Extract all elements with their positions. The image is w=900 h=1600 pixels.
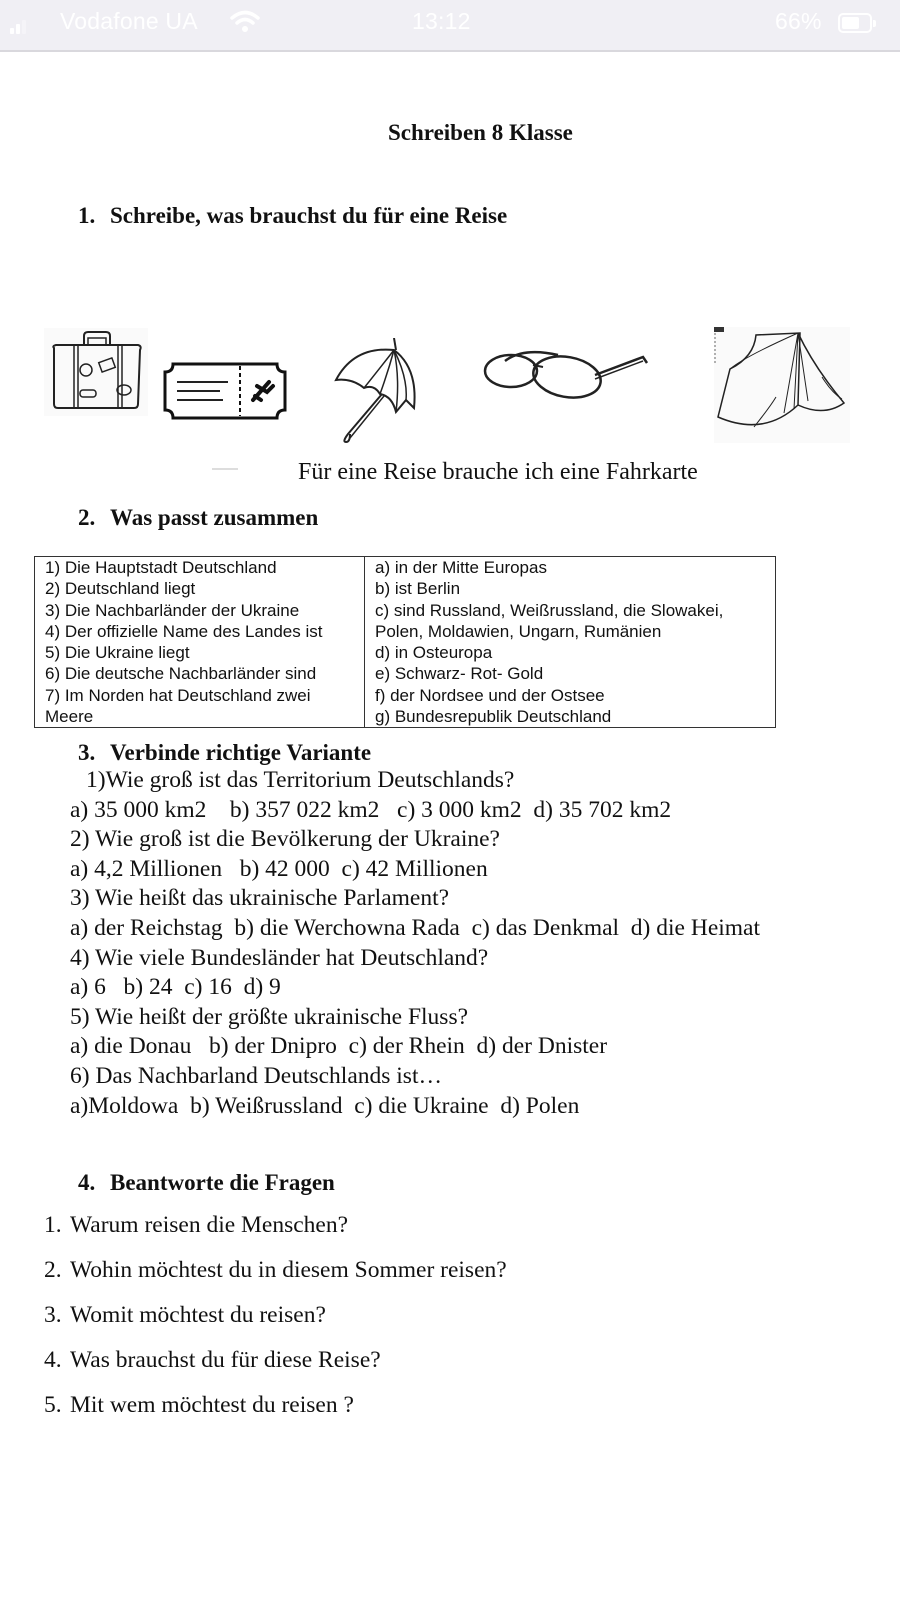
question-number: 3. xyxy=(44,1302,62,1328)
questions-list xyxy=(44,1210,507,1435)
matching-right-line: Polen, Moldawien, Ungarn, Rumänien xyxy=(375,621,662,641)
quiz-question: 6) Das Nachbarland Deutschlands ist… xyxy=(70,1062,442,1089)
quiz-options: a) die Donau b) der Dnipro c) der Rhein d) der Dnister xyxy=(70,1033,608,1060)
quiz-options: a)Moldowa b) Weißrussland c) die Ukraine d) Polen xyxy=(70,1092,580,1119)
battery-percent: 66% xyxy=(775,8,822,34)
matching-right-line: d) in Osteuropa xyxy=(375,643,493,663)
question-text: Warum reisen die Menschen? xyxy=(70,1212,349,1238)
carrier-name: Vodafone UA xyxy=(60,8,198,34)
quiz-question: 5) Wie heißt der größte ukrainische Fluss? xyxy=(70,1003,469,1030)
question-text: Wohin möchtest du in diesem Sommer reisen? xyxy=(70,1257,507,1283)
quiz-options: a) 4,2 Millionen b) 42 000 c) 42 Millionen xyxy=(70,855,488,882)
quiz-options: a) 35 000 km2 b) 357 022 km2 c) 3 000 km2 d) 35 702 km2 xyxy=(70,796,672,823)
section-heading-text: Schreibe, was brauchst du für eine Reise xyxy=(110,203,508,228)
section-heading-text: Verbinde richtige Variante xyxy=(110,740,372,765)
question-text: Womit möchtest du reisen? xyxy=(70,1302,326,1328)
status-bar xyxy=(0,0,900,52)
section-2-heading xyxy=(78,505,318,531)
tent-icon xyxy=(714,327,850,443)
matching-left-line: 5) Die Ukraine liegt xyxy=(45,643,190,663)
sunglasses-icon xyxy=(483,345,653,405)
quiz-options: a) der Reichstag b) die Werchowna Rada c) das Denkmal d) die Heimat xyxy=(70,914,761,941)
wifi-icon xyxy=(230,10,260,34)
section-number: 3. xyxy=(78,740,96,765)
question-item xyxy=(44,1300,507,1345)
matching-right-line: a) in der Mitte Europas xyxy=(375,558,547,577)
matching-right-column xyxy=(365,557,776,728)
section-heading-text: Beantworte die Fragen xyxy=(110,1170,335,1195)
matching-left-line: 2) Deutschland liegt xyxy=(45,579,196,599)
matching-left-line: Meere xyxy=(45,707,94,727)
question-item xyxy=(44,1255,507,1300)
question-item xyxy=(44,1390,507,1435)
matching-right-line: f) der Nordsee und der Ostsee xyxy=(375,685,605,705)
battery-icon xyxy=(838,13,872,33)
matching-left-line: 6) Die deutsche Nachbarländer sind xyxy=(45,664,317,684)
section-number: 4. xyxy=(78,1170,96,1195)
question-number: 1. xyxy=(44,1212,62,1238)
question-item xyxy=(44,1345,507,1390)
section-heading-text: Was passt zusammen xyxy=(110,505,319,530)
question-text: Was brauchst du für diese Reise? xyxy=(70,1347,381,1373)
section-number: 2. xyxy=(78,505,96,530)
matching-left-column xyxy=(35,557,365,728)
divider xyxy=(212,468,238,470)
quiz-question: 1)Wie groß ist das Territorium Deutschlands? xyxy=(86,767,515,793)
matching-left-line: 4) Der offizielle Name des Landes ist xyxy=(45,621,323,641)
matching-right-line: b) ist Berlin xyxy=(375,579,461,599)
section-3-heading xyxy=(78,740,371,766)
ticket-icon xyxy=(163,362,287,420)
document-title: Schreiben 8 Klasse xyxy=(388,120,573,145)
signal-icon xyxy=(10,18,34,34)
question-number: 5. xyxy=(44,1392,62,1418)
matching-table xyxy=(34,556,776,728)
matching-right-line: g) Bundesrepublik Deutschland xyxy=(375,707,612,727)
question-item xyxy=(44,1210,507,1255)
matching-right-line: e) Schwarz- Rot- Gold xyxy=(375,664,544,684)
matching-right-line: c) sind Russland, Weißrussland, die Slowakei, xyxy=(375,600,724,620)
matching-left-line: 1) Die Hauptstadt Deutschland xyxy=(45,558,277,577)
quiz-question: 4) Wie viele Bundesländer hat Deutschland? xyxy=(70,944,489,971)
battery-level-fill xyxy=(842,17,859,29)
quiz-block xyxy=(70,766,760,1121)
example-sentence: Für eine Reise brauche ich eine Fahrkarte xyxy=(298,459,698,485)
section-1-heading xyxy=(78,203,507,229)
suitcase-icon xyxy=(44,328,148,416)
umbrella-icon xyxy=(334,338,420,448)
section-4-heading xyxy=(78,1170,335,1196)
quiz-question: 2) Wie groß ist die Bevölkerung der Ukraine? xyxy=(70,826,500,853)
matching-left-line: 7) Im Norden hat Deutschland zwei xyxy=(45,685,311,705)
quiz-question: 3) Wie heißt das ukrainische Parlament? xyxy=(70,885,450,912)
matching-left-line: 3) Die Nachbarländer der Ukraine xyxy=(45,600,300,620)
question-number: 2. xyxy=(44,1257,62,1283)
clock: 13:12 xyxy=(412,8,471,34)
question-text: Mit wem möchtest du reisen ? xyxy=(70,1392,354,1418)
section-number: 1. xyxy=(78,203,96,228)
quiz-options: a) 6 b) 24 c) 16 d) 9 xyxy=(70,974,281,1001)
question-number: 4. xyxy=(44,1347,62,1373)
